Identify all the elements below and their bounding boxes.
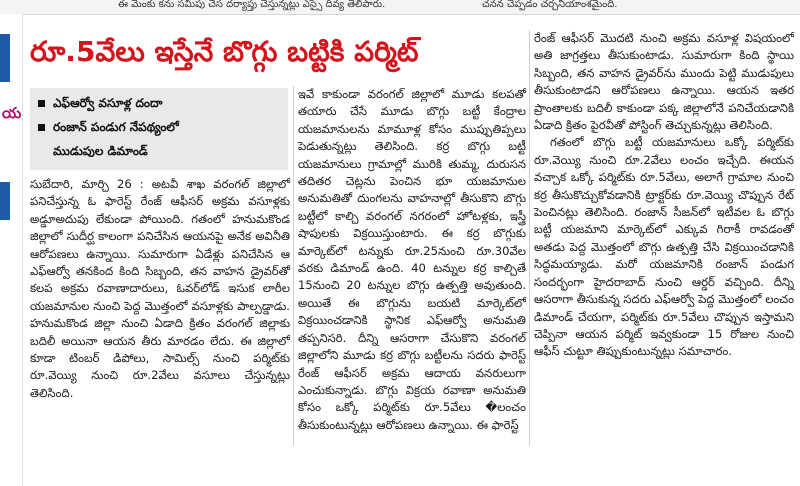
article-column-3 <box>534 30 794 361</box>
bullet-icon <box>38 124 45 131</box>
left-margin-fragment <box>0 14 23 486</box>
sub-heading-3 <box>53 144 148 161</box>
article-column-1 <box>30 176 290 402</box>
article-column-2 <box>298 86 526 434</box>
sub-heading-text: రంజాన్ పండుగ నేపథ్యంలో <box>53 120 179 134</box>
sub-heading-text: ముడుపుల డిమాండ్ <box>53 144 148 158</box>
sub-heading-box <box>30 88 288 170</box>
sub-heading-text: ఎఫ్‌ఆర్వో వసూళ్ల దందా <box>53 96 163 110</box>
paragraph: ఇవే కాకుండా వరంగల్ జిల్లాలో మూడు కలపతో తయారు చేసే మూడు బొగ్గు బట్టీ కేంద్రాల యజమానులను మామూళ్ల కోసం ముప్పుతిప్పలు పెడుతున్నట్లు తెలిసింది. కర్ర బొగ్గు బట్టీ యజమానులు గ్రామాల్లో మురికి తుమ్మ, దురుసన తదితర చెట్లను పెంచిన భూ యజమానుల అనుమతితో దుంగలను వాహనాల్లో తీసుకొని బొగ్గు బట్టీలో కాల్చి వరంగల్ నగరంలో హోటళ్లకు, ఇస్త్రీ షాపులకు విక్రయిస్తుంటారు. ఈ కర్ర బొగ్గుకు మార్కెట్‌లో టన్నుకు రూ.25నుంచి రూ.30వేల వరకు డిమాండ్ ఉంది. 40 టన్నుల కర్ర కాల్చితే 15నుంచి 20 టన్నుల బొగ్గు ఉత్పత్తి అవుతుంది. అయితే ఈ బొగ్గును బయటి మార్కెట్‌లో విక్రయించడానికి స్థానిక ఎఫ్‌ఆర్వో అనుమతి తప్పనిసరి. దీన్ని ఆసరాగా చేసుకొని వరంగల్ జిల్లాలోని మూడు కర్ర బొగ్గు బట్టీలను సదరు ఫారెస్ట్ రేంజ్ ఆఫీసర్ అక్రమ ఆదాయ వనరులుగా ఎంచుకున్నాడు. బొగ్గు విక్రయ రవాణా అనుమతి కోసం ఒక్కో పర్మిట్‌కు రూ.5వేలు �లంచం తీసుకుంటున్నట్లు ఆరోపణలు ఉన్నాయి. ఈ ఫారెస్ట్ <box>298 87 526 432</box>
previous-article-strip <box>0 0 800 15</box>
sub-heading-1 <box>38 96 163 113</box>
sub-heading-2 <box>38 120 179 137</box>
bullet-icon <box>38 100 45 107</box>
paragraph: గతంలో బొగ్గు బట్టీ యజమానులు ఒక్కో పర్మిట్‌కు రూ.వెయ్యి నుంచి రూ.2వేలు లంచం ఇచ్చేది. ఈయన వచ్చాక ఒక్కో పర్మిట్‌కు రూ.5వేలు, అలాగే గ్రామాల నుంచి కర్ర తీసుకొచ్చుకోవడానికి ట్రాక్టర్‌కు రూ.వెయ్యి చొప్పున రేట్ పెంచినట్లు తెలిసింది. రంజాన్ సీజన్‌లో ఇటీవల ఓ బొగ్గు బట్టీ యజమాని మార్కెట్‌లో ఎక్కువ గిరాకీ రావడంతో అతడు పెద్ద మొత్తంలో బొగ్గు ఉత్పత్తి చేసి విక్రయించడానికి సిద్ధమయ్యాడు. మరో యజమానికి రంజాన్ పండుగ సందర్భంగా హైదరాబాద్ నుంచి ఆర్డర్ వచ్చింది. దీన్ని ఆసరాగా తీసుకున్న సదరు ఎఫ్‌ఆర్వో పెద్ద మొత్తంలో లంచం డిమాండ్ చేయగా, పర్మిట్‌కు రూ.5వేలు చొప్పున ఇస్తామని చెప్పినా ఆయన పర్మిట్ ఇవ్వకుండా 15 రోజుల నుంచి ఆఫీస్ చుట్టూ తిప్పుకుంటున్నట్లు సమాచారం. <box>534 135 794 359</box>
paragraph: సుబేదారి, మార్చి 26 : అటవీ శాఖ వరంగల్ జిల్లాలో పనిచేస్తున్న ఓ ఫారెస్ట్ రేంజ్ ఆఫీసర్ అక్రమ వసూళ్లకు అడ్డూఅదుపు లేకుండా పోయింది. గతంలో హనుమకొండ జిల్లాలో సుదీర్ఘ కాలంగా పనిచేసిన ఆయనపై అనేక అవినీతి ఆరోపణలు ఉన్నాయి. సుమారుగా ఏడేళ్లు పనిచేసిన ఆ ఎఫ్‌ఆర్వో తనకింద కింది సిబ్బంది, తన వాహన డ్రైవర్‌తో కలప అక్రమ రవాణాదారులు, ఓవర్‌లోడ్ ఇసుక లారీల యజమానుల నుంచి పెద్ద మొత్తంలో వసూళ్లకు పాల్పడ్డాడు. హనుమకొండ జిల్లా నుంచి ఏడాది క్రితం వరంగల్ జిల్లాకు బదిలీ అయినా ఆయన తీరు మారడం లేదు. ఈ జిల్లాలో కూడా టింబర్ డిపోలు, సామిల్స్ నుంచి పర్మిట్‌కు రూ.వెయ్యి నుంచి రూ.2వేలు వసూలు చేస్తున్నట్లు తెలిసింది. <box>30 177 290 400</box>
article-headline: రూ.5వేలు ఇస్తేనే బొగ్గు బట్టికి పర్మిట్ <box>30 35 419 68</box>
margin-glyph: య <box>2 104 22 122</box>
paragraph: రేంజ్ ఆఫీసర్ మొదటి నుంచి అక్రమ వసూళ్ల విషయంలో అతి జాగ్రత్తలు తీసుకుంటాడు. సుమారుగా కింది స్థాయి సిబ్బంది, తన వాహన డ్రైవర్‌ను ముందు పెట్టి ముడుపులు తీసుకుంటాడని ఆరోపణలు ఉన్నాయి. ఆయన ఇతర ప్రాంతాలకు బదిలీ కాకుండా పక్క జిల్లాలోనే పనిచేయడానికి ఏడాది క్రితం పైరవీతో పోస్టింగ్ తెచ్చుకున్నట్లు తెలిసింది. <box>534 31 794 133</box>
previous-article-text-right: చనన చెప్పడం చర్చనీయాంశమైంది. <box>482 0 618 10</box>
column-divider <box>293 86 294 446</box>
column-divider <box>529 30 530 446</box>
margin-color-bar <box>0 34 10 82</box>
previous-article-text: ఈ మెంకు కను సమీపు చెస దర్యాప్తు చేస్తున్నట్లు ఎస్సై దివ్య తెలిపారు. <box>118 0 386 10</box>
margin-color-bar-2 <box>0 182 10 220</box>
